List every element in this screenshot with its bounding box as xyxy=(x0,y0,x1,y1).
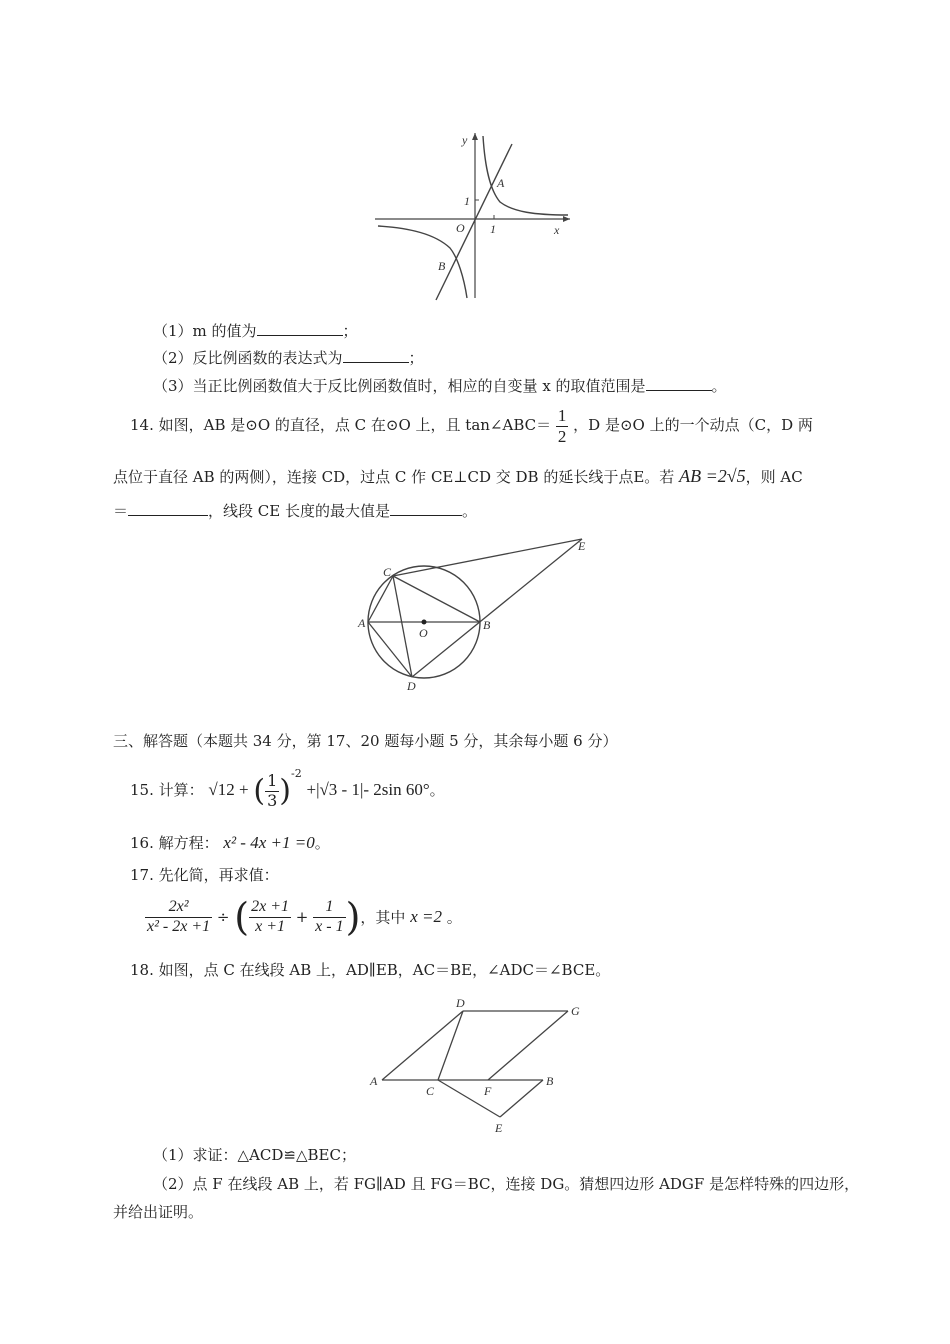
circle-figure xyxy=(352,533,597,693)
q15-fraction: $\frac{1}{3}$ xyxy=(267,771,278,810)
point-b-label: B xyxy=(438,259,446,273)
q17-paren-right: ) xyxy=(345,895,361,939)
q14-ab-value: AB =2√5 xyxy=(679,466,746,486)
q15-paren-right: ) xyxy=(279,773,291,809)
y-tick-label: 1 xyxy=(464,194,470,208)
q17-expression: $\frac{\text{2x²}}{\text{x² - 2x +1}}$ ÷ ( $\frac{2x +1}{x +1}$ + $\frac{1}{x - 1}$ )，其中 x =2 。 xyxy=(147,895,462,939)
q17-fraction-3: $\frac{1}{x - 1}$ xyxy=(315,898,344,935)
point-o-label: O xyxy=(419,626,428,640)
q18-statement: 18. 如图，点 C 在线段 AB 上，AD∥EB，AC＝BE，∠ADC＝∠BCE。 xyxy=(130,961,611,979)
q17-title: 17. 先化简，再求值： xyxy=(130,866,279,884)
q18-part2-line2: 并给出证明。 xyxy=(113,1203,204,1221)
hyperbola-branch-1 xyxy=(483,136,568,215)
point-c-label: C xyxy=(426,1084,435,1098)
point-b-label: B xyxy=(546,1074,554,1088)
segment-cd xyxy=(393,576,412,677)
point-f-label: F xyxy=(484,1084,492,1098)
proportional-line xyxy=(436,144,512,300)
center-point xyxy=(422,620,427,625)
q15-paren-left: ( xyxy=(253,773,266,809)
y-axis-label: y xyxy=(462,133,468,147)
point-a-label: A xyxy=(370,1074,378,1088)
segment-ac xyxy=(368,576,393,622)
y-axis-arrow xyxy=(472,133,478,140)
point-e-label: E xyxy=(578,539,586,553)
point-a-label: A xyxy=(358,616,366,630)
point-d-label: D xyxy=(456,996,465,1010)
section-3-heading: 三、解答题（本题共 34 分，第 17、20 题每小题 5 分，其余每小题 6 分） xyxy=(113,732,618,750)
x-tick-label: 1 xyxy=(490,222,496,236)
x-axis-label: x xyxy=(554,223,560,237)
point-a-label: A xyxy=(497,176,505,190)
segment-cb xyxy=(393,576,480,622)
q14-blank-1 xyxy=(128,515,208,516)
q14-fraction: $\frac{1}{2}$ xyxy=(557,406,567,446)
q17-fraction-1: $\frac{\text{2x²}}{\text{x² - 2x +1}}$ xyxy=(147,898,211,935)
hyperbola-branch-2 xyxy=(378,226,467,298)
segment-de xyxy=(412,539,582,677)
q14-line3: ＝ ，线段 CE 长度的最大值是 。 xyxy=(113,502,477,520)
segment-ce xyxy=(393,539,582,576)
point-d-label: D xyxy=(407,679,416,693)
q18-part2-line1: （2）点 F 在线段 AB 上，若 FG∥AD 且 FG＝BC，连接 DG。猜想四边形 ADGF 是怎样特殊的四边形， xyxy=(153,1175,860,1193)
q13-part3: （3）当正比例函数值大于反比例函数值时，相应的自变量 x 的取值范围是 。 xyxy=(153,377,727,395)
point-g-label: G xyxy=(571,1004,580,1018)
q14-blank-2 xyxy=(390,515,462,516)
segment-fg xyxy=(488,1011,568,1080)
segment-be xyxy=(500,1080,543,1117)
q13-part2: （2）反比例函数的表达式为 ； xyxy=(153,349,424,367)
q15: 15. 计算： √12 + ( $\frac{1}{3}$ )$^{-2}$ +|√3 - 1|- 2sin 60°。 xyxy=(130,767,445,810)
x-axis-arrow xyxy=(563,216,570,222)
point-b-label: B xyxy=(483,618,491,632)
origin-label: O xyxy=(456,221,465,235)
function-graph-figure xyxy=(370,128,575,303)
q16: 16. 解方程： x² - 4x +1 =0。 xyxy=(130,833,330,852)
q13-blank-1 xyxy=(257,335,343,336)
q13-blank-2 xyxy=(343,362,409,363)
q13-blank-3 xyxy=(646,390,712,391)
q14-line2: 点位于直径 AB 的两侧），连接 CD，过点 C 作 CE⊥CD 交 DB 的延长线于点E。若 AB =2√5，则 AC xyxy=(113,466,803,486)
point-c-label: C xyxy=(383,565,392,579)
q14-line1: 14. 如图，AB 是⊙O 的直径，点 C 在⊙O 上，且 tan∠ABC＝ $\frac{1}{2}$ ，D 是⊙O 上的一个动点（C，D 两 xyxy=(130,406,813,446)
q17-paren-left: ( xyxy=(234,895,250,939)
quadrilateral-figure xyxy=(368,995,588,1135)
q13-part1: （1）m 的值为 ； xyxy=(153,322,358,340)
q17-fraction-2: $\frac{2x +1}{x +1}$ xyxy=(251,898,289,935)
point-e-label: E xyxy=(495,1121,503,1135)
q18-part1: （1）求证：△ACD≌△BEC； xyxy=(153,1146,356,1164)
